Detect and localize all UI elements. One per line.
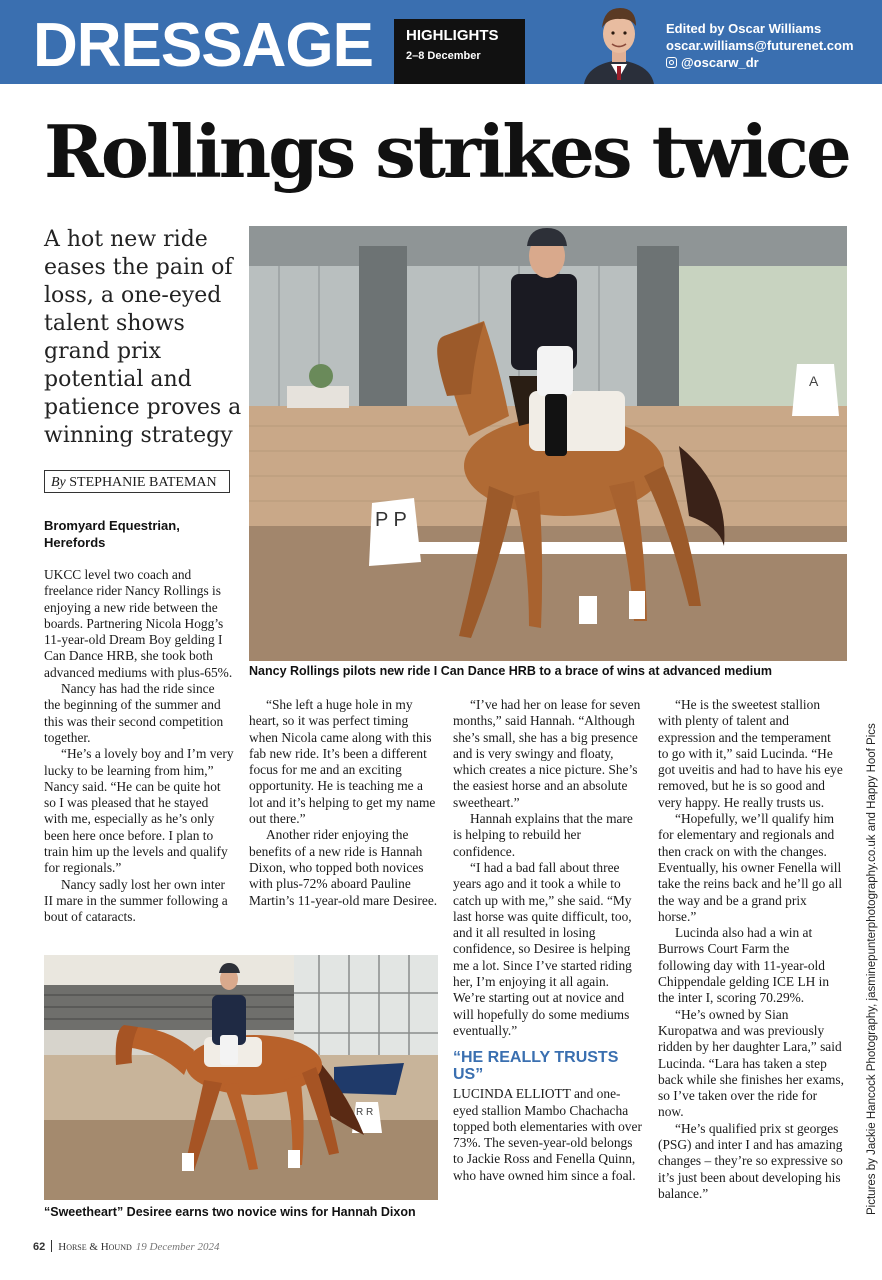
paragraph: “I’ve had her on lease for seven months,” said Hannah. “Although she’s small, she has a big presence and is very swingy and floaty, which creates a nice picture. She’s the easiest horse and an absolute sweetheart.”	[453, 697, 641, 810]
section-header-bar	[0, 0, 882, 84]
page-number: 62	[33, 1241, 46, 1253]
article-column-1	[44, 567, 234, 926]
marker-pp: P P	[375, 509, 407, 531]
section-title: DRESSAGE	[33, 11, 373, 80]
paragraph: Hannah explains that the mare is helping to rebuild her confidence.	[453, 811, 633, 859]
paragraph: “I had a bad fall about three years ago and it took a while to catch up with me,” she said. “My last horse was quite difficult, too, and it all resulted in losing confidence, so Desiree is helping me a lot. Since I’ve started riding her, I’m enjoying it all again. We’re starting out at novice and will hopefully do some mediums eventually.”	[453, 859, 632, 1038]
paragraph: “He’s qualified prix st georges (PSG) and inter I and has amazing changes – they’re so expressive so it’s just been about developing his balance.”	[658, 1120, 843, 1201]
highlights-box	[394, 19, 525, 84]
paragraph: “He’s a lovely boy and I’m very lucky to be learning from him,” Nancy said. “He can be quite hot so I was pleased that he stayed with me, especially as he’s only been here once before. I plan to train him up the levels and qualify for regionals.”	[44, 746, 234, 876]
paragraph: “He is the sweetest stallion with plenty of talent and expression and the temperament to go with it,” said Lucinda. “He got uveitis and had to have his eye removed, but he is so good and very happy. He really trusts us.	[658, 697, 843, 810]
paragraph: UKCC level two coach and freelance rider Nancy Rollings is enjoying a new ride between the boards. Partnering Nicola Hogg’s 11-year-old Dream Boy gelding I Can Dance HRB, she took both advanced mediums with plus-65%.	[44, 567, 233, 680]
event-location: Bromyard Equestrian, Herefords	[44, 518, 180, 550]
second-photo	[44, 955, 438, 1200]
editor-handle-row[interactable]	[666, 54, 854, 71]
paragraph: Nancy sadly lost her own inter II mare in the summer following a bout of cataracts.	[44, 876, 228, 925]
page-footer	[33, 1240, 219, 1253]
issue-date: 19 December 2024	[135, 1241, 220, 1253]
marker-rr: R R	[356, 1107, 374, 1118]
editor-email[interactable]: oscar.williams@futurenet.com	[666, 38, 854, 53]
paragraph: Another rider enjoying the benefits of a new ride is Hannah Dixon, who topped both novices with plus-72% aboard Pauline Martin’s 11-year-old mare Desiree.	[249, 827, 438, 908]
paragraph: “He’s owned by Sian Kuropatwa and was previously ridden by her daughter Lara,” said Lucinda. “Lara has taken a step back while she finishes her exams, so I’ve taken over the ride for now.	[658, 1006, 844, 1120]
paragraph: Nancy has had the ride since the beginning of the summer and this was their second competition together.	[44, 681, 224, 745]
article-headline: Rollings strikes twice	[44, 109, 849, 194]
byline-name: STEPHANIE BATEMAN	[69, 475, 217, 490]
article-column-4	[658, 697, 844, 1202]
article-standfirst: A hot new ride eases the pain of loss, a one-eyed talent shows grand prix potential and patience proves a winning strategy	[44, 227, 242, 448]
main-photo	[249, 226, 847, 661]
editor-credit	[666, 20, 854, 71]
photo-credit: Pictures by Jackie Hancock Photography, jasminepunterphotography.co.uk and Happy Hoof Pics	[866, 723, 878, 1215]
highlights-dates: 2–8 December	[406, 50, 481, 62]
paragraph: Lucinda also had a win at Burrows Court Farm the following day with 11-year-old Chippendale gelding ICE LH in the inter I, scoring 70.29%.	[658, 925, 830, 1006]
article-column-3	[453, 697, 643, 1184]
byline-prefix: By	[51, 475, 66, 490]
highlights-title: HIGHLIGHTS	[406, 27, 499, 44]
editor-name: Edited by Oscar Williams	[666, 21, 822, 36]
editor-portrait	[578, 2, 660, 84]
main-photo-caption: Nancy Rollings pilots new ride I Can Dance HRB to a brace of wins at advanced medium	[249, 664, 773, 678]
paragraph: “Hopefully, we’ll qualify him for elementary and regionals and then crack on with the changes. Eventually, his owner Fenella will take the reins back and he’ll go all the way and be a grand prix horse.”	[658, 811, 843, 924]
byline	[44, 470, 230, 493]
subheading: “HE REALLY TRUSTS US”	[453, 1049, 619, 1084]
paragraph: “She left a huge hole in my heart, so it was perfect timing when Nicola came along with this fab new ride. It’s been a different focus for me and an exciting opportunity. He is teaching me a lot and it’s helping to get my name out there.”	[249, 697, 436, 827]
editor-handle: @oscarw_dr	[681, 55, 759, 70]
instagram-icon	[666, 57, 677, 68]
second-photo-caption: “Sweetheart” Desiree earns two novice wins for Hannah Dixon	[44, 1205, 416, 1219]
magazine-name: Horse & Hound	[58, 1241, 132, 1253]
footer-divider	[51, 1240, 52, 1252]
paragraph: LUCINDA ELLIOTT and one-eyed stallion Mambo Chachacha topped both elementaries with over 73%. The seven-year-old belongs to Jackie Ross and Fenella Quinn, who have owned him since a foal.	[453, 1086, 642, 1183]
marker-a: A	[809, 373, 819, 389]
article-column-2	[249, 697, 439, 909]
